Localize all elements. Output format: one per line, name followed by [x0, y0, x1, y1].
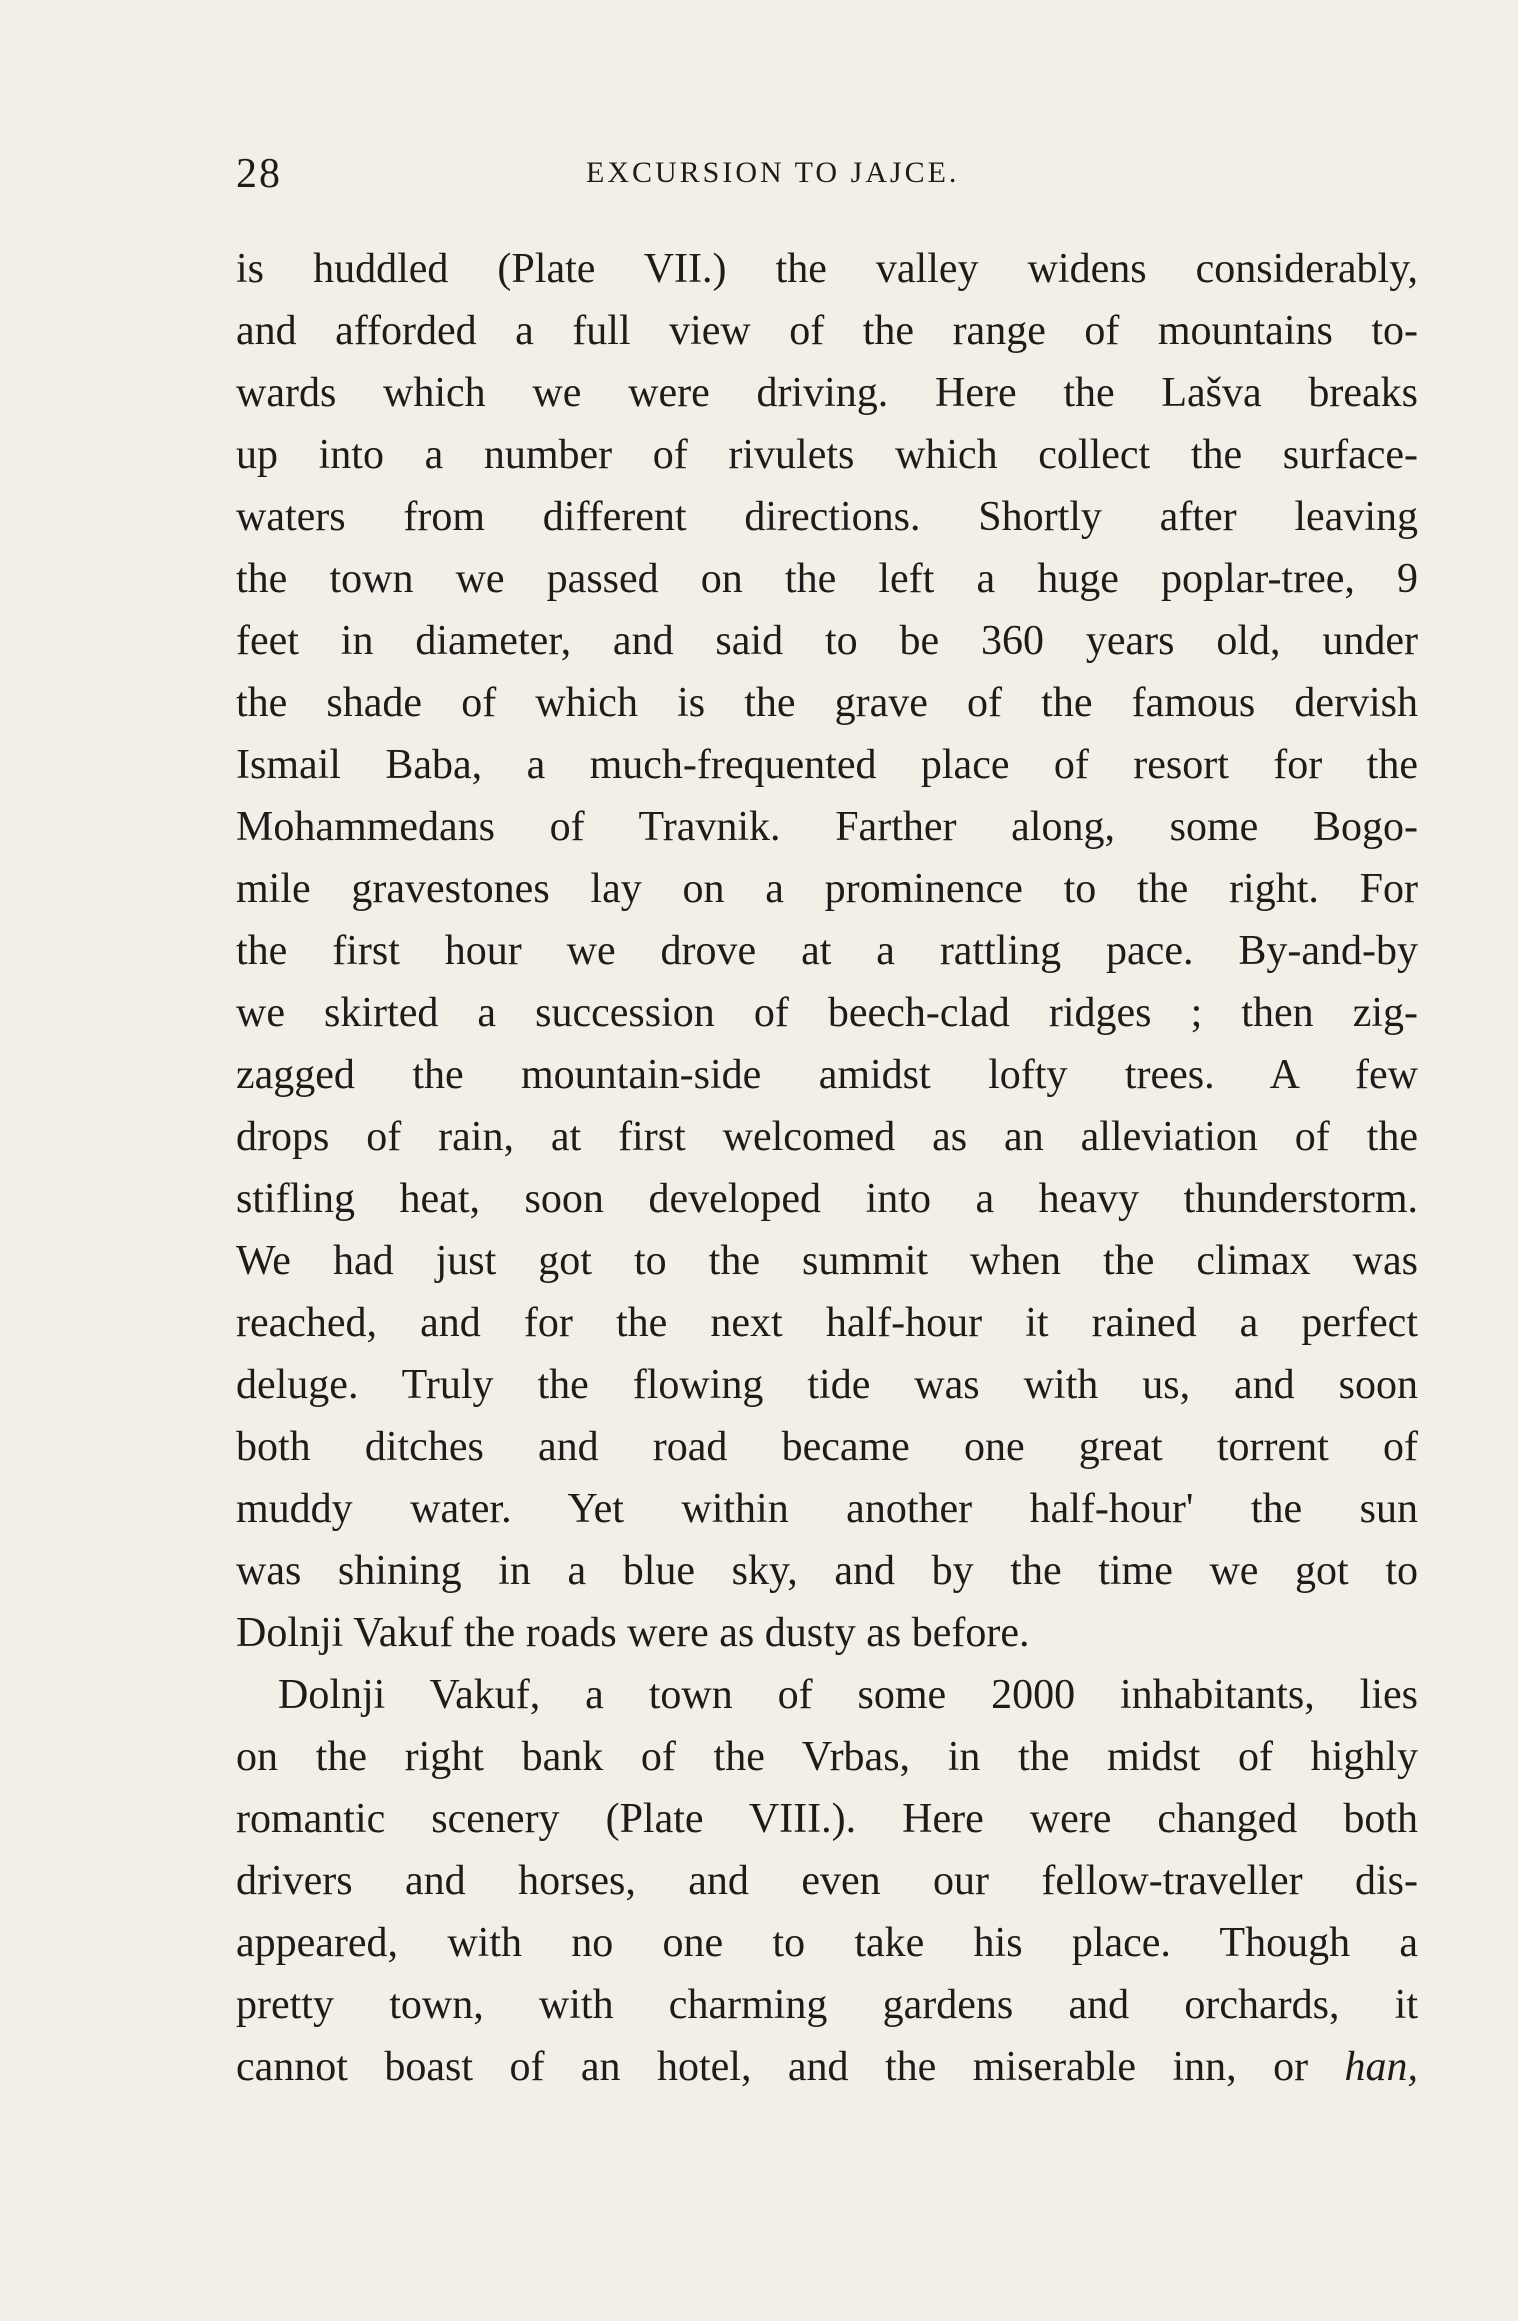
body-text: [236, 238, 1418, 2098]
text-line-final-prefix: cannot boast of an hotel, and the miserable inn, or: [236, 2044, 1345, 2090]
paragraph-1: [236, 238, 1418, 1664]
text-line: and afforded a full view of the range of mountains to-: [236, 308, 1418, 354]
text-line: zagged the mountain-side amidst lofty trees. A few: [236, 1052, 1418, 1098]
text-line: Mohammedans of Travnik. Farther along, some Bogo-: [236, 804, 1418, 850]
paragraph-2: [236, 1664, 1418, 2098]
text-line: we skirted a succession of beech-clad ridges ; then zig-: [236, 990, 1418, 1036]
text-line: stifling heat, soon developed into a heavy thunderstorm.: [236, 1176, 1418, 1222]
text-line: We had just got to the summit when the climax was: [236, 1238, 1418, 1284]
text-line-final: [236, 2036, 1418, 2098]
text-line: the town we passed on the left a huge poplar-tree, 9: [236, 556, 1418, 602]
text-line: was shining in a blue sky, and by the time we got to: [236, 1548, 1418, 1594]
text-line: up into a number of rivulets which collect the surface-: [236, 432, 1418, 478]
text-line: the shade of which is the grave of the famous dervish: [236, 680, 1418, 726]
text-line: deluge. Truly the flowing tide was with us, and soon: [236, 1362, 1418, 1408]
page-number: 28: [236, 151, 282, 197]
text-line: both ditches and road became one great torrent of: [236, 1424, 1418, 1470]
text-line: mile gravestones lay on a prominence to the right. For: [236, 866, 1418, 912]
italic-word: han,: [1344, 2044, 1418, 2090]
running-title: EXCURSION TO JAJCE.: [586, 156, 960, 189]
text-line: is huddled (Plate VII.) the valley widens considerably,: [236, 246, 1418, 292]
text-line: drops of rain, at first welcomed as an alleviation of the: [236, 1114, 1418, 1160]
text-line: romantic scenery (Plate VIII.). Here were changed both: [236, 1796, 1418, 1842]
text-line: wards which we were driving. Here the Lašva breaks: [236, 370, 1418, 416]
text-line: on the right bank of the Vrbas, in the midst of highly: [236, 1734, 1418, 1780]
text-line: Ismail Baba, a much-frequented place of resort for the: [236, 742, 1418, 788]
text-line: the first hour we drove at a rattling pace. By-and-by: [236, 928, 1418, 974]
text-line: appeared, with no one to take his place. Though a: [236, 1920, 1418, 1966]
text-line: waters from different directions. Shortly after leaving: [236, 494, 1418, 540]
text-line: Dolnji Vakuf, a town of some 2000 inhabitants, lies: [278, 1672, 1418, 1718]
text-line: reached, and for the next half-hour it rained a perfect: [236, 1300, 1418, 1346]
text-line: muddy water. Yet within another half-hour' the sun: [236, 1486, 1418, 1532]
running-head: [236, 150, 1416, 210]
text-line: feet in diameter, and said to be 360 years old, under: [236, 618, 1418, 664]
text-line: Dolnji Vakuf the roads were as dusty as before.: [236, 1610, 1030, 1656]
text-line: drivers and horses, and even our fellow-traveller dis-: [236, 1858, 1418, 1904]
text-line: pretty town, with charming gardens and orchards, it: [236, 1982, 1418, 2028]
